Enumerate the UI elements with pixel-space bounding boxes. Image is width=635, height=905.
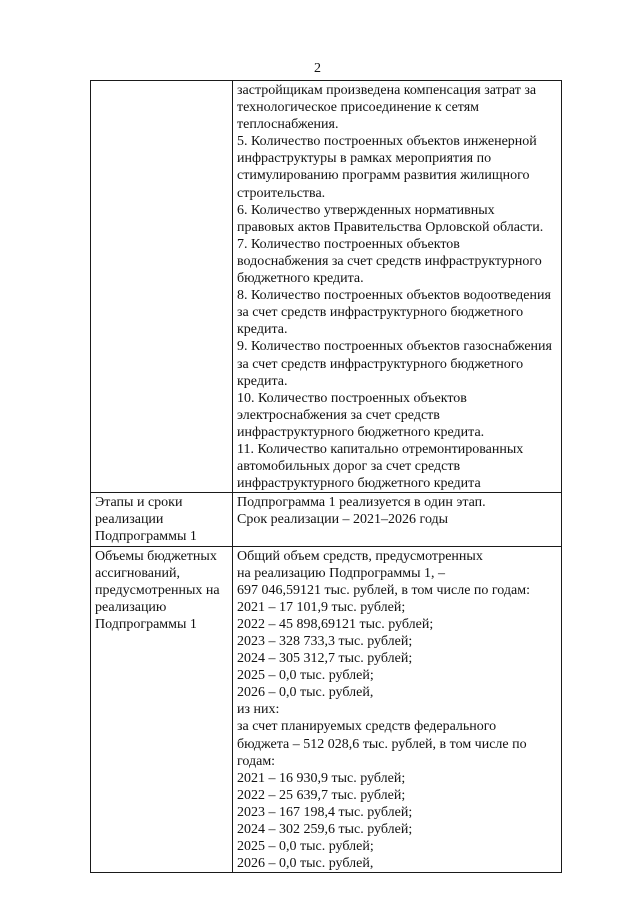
text-line: инфраструктурного бюджетного кредита bbox=[237, 476, 481, 492]
text-line: 2025 – 0,0 тыс. рублей; bbox=[237, 668, 374, 684]
text-line: 7. Количество построенных объектов bbox=[237, 236, 460, 252]
text-line: Объемы бюджетных bbox=[95, 548, 217, 564]
text-line: автомобильных дорог за счет средств bbox=[237, 459, 461, 475]
text-line: 2021 – 16 930,9 тыс. рублей; bbox=[237, 770, 406, 786]
text-line: 2021 – 17 101,9 тыс. рублей; bbox=[237, 599, 406, 615]
text-line: 2024 – 302 259,6 тыс. рублей; bbox=[237, 822, 413, 838]
text-line: бюджетного кредита. bbox=[237, 271, 364, 287]
text-line: инфраструктуры в рамках мероприятия по bbox=[237, 151, 492, 167]
text-line: кредита. bbox=[237, 322, 288, 338]
text-line: 2022 – 25 639,7 тыс. рублей; bbox=[237, 787, 406, 803]
text-line: за счет средств инфраструктурного бюджетного bbox=[237, 305, 524, 321]
table-row-stages bbox=[91, 493, 562, 546]
text-line: предусмотренных на bbox=[95, 582, 220, 598]
text-line: 2025 – 0,0 тыс. рублей; bbox=[237, 839, 374, 855]
text-line: 5. Количество построенных объектов инженерной bbox=[237, 134, 537, 150]
text-line: электроснабжения за счет средств bbox=[237, 407, 440, 423]
text-line: правовых актов Правительства Орловской области. bbox=[237, 219, 544, 235]
text-line: Общий объем средств, предусмотренных bbox=[237, 548, 483, 564]
text-line: технологическое присоединение к сетям bbox=[237, 100, 480, 116]
text-line: 8. Количество построенных объектов водоотведения bbox=[237, 288, 551, 304]
text-line: Подпрограммы 1 bbox=[95, 616, 197, 632]
text-line: Срок реализации – 2021–2026 годы bbox=[237, 512, 449, 528]
text-line: реализации bbox=[95, 512, 164, 528]
label-cell bbox=[91, 493, 233, 546]
text-line: застройщикам произведена компенсация затрат за bbox=[237, 83, 537, 98]
text-line: стимулированию программ развития жилищного bbox=[237, 168, 530, 184]
text-line: Подпрограммы 1 bbox=[95, 529, 197, 545]
text-line: из них: bbox=[237, 702, 280, 718]
value-cell bbox=[233, 81, 562, 493]
value-cell bbox=[233, 493, 562, 546]
table-row-budget bbox=[91, 546, 562, 873]
text-line: 2024 – 305 312,7 тыс. рублей; bbox=[237, 651, 413, 667]
text-line: бюджета – 512 028,6 тыс. рублей, в том числе по bbox=[237, 736, 527, 752]
text-line: на реализацию Подпрограммы 1, – bbox=[237, 565, 445, 581]
text-line: теплоснабжения. bbox=[237, 117, 339, 133]
text-line: Этапы и сроки bbox=[95, 495, 183, 511]
text-line: водоснабжения за счет средств инфраструктурного bbox=[237, 253, 542, 269]
text-line: 2022 – 45 898,69121 тыс. рублей; bbox=[237, 616, 434, 632]
text-line: 10. Количество построенных объектов bbox=[237, 390, 467, 406]
text-line: 9. Количество построенных объектов газоснабжения bbox=[237, 339, 552, 355]
value-cell bbox=[233, 546, 562, 873]
program-passport-table bbox=[90, 80, 562, 873]
text-line: кредита. bbox=[237, 373, 288, 389]
text-line: годам: bbox=[237, 753, 276, 769]
text-line: Подпрограмма 1 реализуется в один этап. bbox=[237, 495, 486, 511]
page-number: 2 bbox=[314, 61, 321, 76]
text-line: 697 046,59121 тыс. рублей, в том числе по годам: bbox=[237, 582, 530, 598]
table-row-indicators bbox=[91, 81, 562, 493]
text-line: строительства. bbox=[237, 185, 326, 201]
label-cell bbox=[91, 546, 233, 873]
text-line: ассигнований, bbox=[95, 565, 180, 581]
text-line: за счет средств инфраструктурного бюджетного bbox=[237, 356, 524, 372]
text-line: 6. Количество утвержденных нормативных bbox=[237, 202, 495, 218]
text-line: 2023 – 328 733,3 тыс. рублей; bbox=[237, 634, 413, 649]
text-line: 2026 – 0,0 тыс. рублей, bbox=[237, 856, 374, 872]
label-cell bbox=[91, 81, 233, 493]
text-line: инфраструктурного бюджетного кредита. bbox=[237, 424, 485, 440]
text-line: реализацию bbox=[95, 599, 167, 615]
text-line: 2023 – 167 198,4 тыс. рублей; bbox=[237, 804, 413, 820]
text-line: 2026 – 0,0 тыс. рублей, bbox=[237, 685, 374, 701]
text-line: 11. Количество капитально отремонтированных bbox=[237, 441, 524, 457]
text-line: за счет планируемых средств федерального bbox=[237, 719, 497, 735]
